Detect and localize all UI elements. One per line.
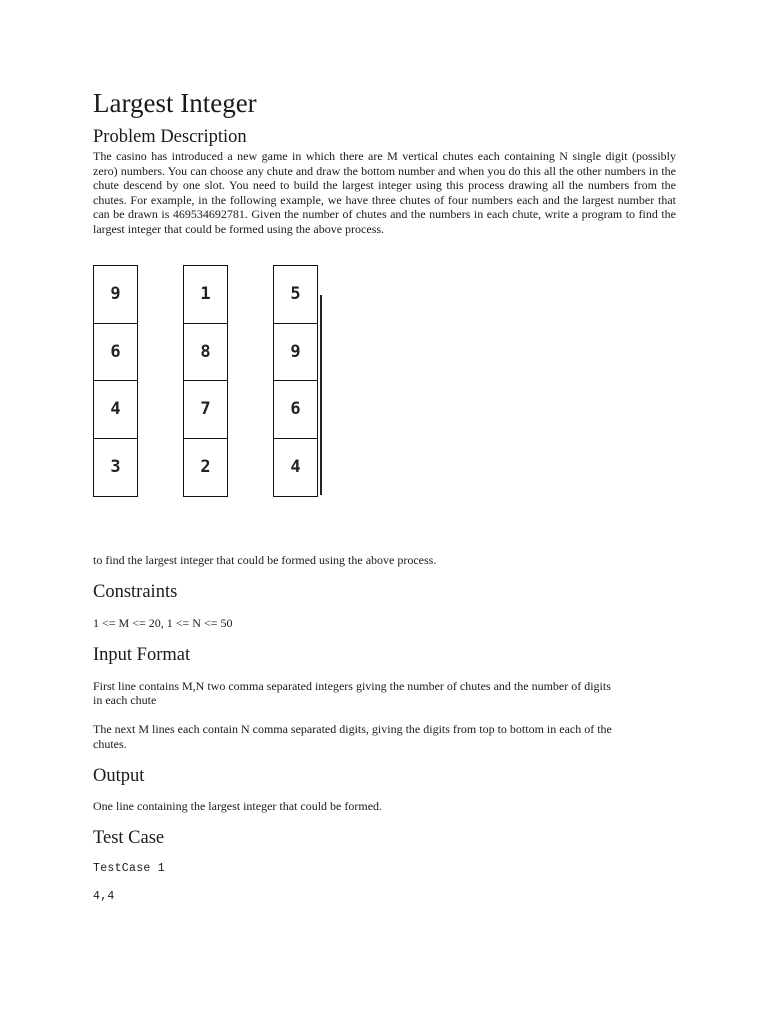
chute-3 (273, 265, 318, 497)
input-format-line-2: in each chute (93, 693, 157, 707)
chute-1-cell-1: 9 (94, 266, 137, 324)
chute-1 (93, 265, 138, 497)
page-title: Largest Integer (93, 88, 257, 118)
chute-2-cell-3: 7 (184, 381, 227, 439)
problem-line-7: above process. (313, 221, 385, 236)
constraints-text: 1 <= M <= 20, 1 <= N <= 50 (93, 616, 233, 630)
chute-3-cell-3: 6 (274, 381, 317, 439)
problem-line-4: drawing all the numbers from the chutes. For example, in the following example, we have three chutes of (93, 178, 676, 207)
chute-2-cell-2: 8 (184, 324, 227, 382)
problem-description-text (93, 149, 676, 237)
figure-followup-text: to find the largest integer that could be formed using the above process. (93, 553, 437, 567)
chute-3-cell-1: 5 (274, 266, 317, 324)
chute-1-cell-4: 3 (110, 457, 121, 478)
problem-description-heading: Problem Description (93, 127, 247, 147)
chute-3-right-edge (320, 295, 322, 495)
chute-2-cell-1: 1 (184, 266, 227, 324)
constraints-heading: Constraints (93, 582, 178, 602)
problem-line-5: four numbers each and the largest number that can be drawn is 469534692781. Given the number of chutes (93, 192, 677, 222)
chute-1-cell-2: 6 (94, 324, 137, 382)
input-format-line-1: First line contains M,N two comma separated integers giving the number of chutes and the number of digits (93, 679, 611, 693)
problem-line-1: The casino has introduced a new game in which there are M vertical chutes each containing N single digit (93, 149, 628, 163)
input-format-line-4: chutes. (93, 737, 127, 751)
chutes-figure (93, 265, 328, 517)
input-format-heading: Input Format (93, 645, 191, 665)
input-format-line-3: The next M lines each contain N comma separated digits, giving the digits from top to bottom in each of the (93, 722, 612, 736)
chute-1-cell-3: 4 (94, 381, 137, 439)
chute-2 (183, 265, 228, 497)
output-heading: Output (93, 766, 145, 786)
chute-3-cell-4: 4 (290, 457, 301, 478)
problem-line-6: and the numbers in each chute, write a program to find the largest integer that could be formed using the (93, 207, 676, 236)
test-case-heading: Test Case (93, 828, 165, 848)
problem-line-2: (possibly zero) numbers. You can choose any chute and draw the bottom number and when you do this all (93, 149, 676, 178)
test-case-label: TestCase 1 (93, 862, 166, 875)
test-case-input-line: 4,4 (93, 890, 115, 903)
problem-line-3: the other numbers in the chute descend by one slot. You need to build the largest integer using this process (93, 163, 677, 193)
chute-3-cell-2: 9 (274, 324, 317, 382)
output-text: One line containing the largest integer that could be formed. (93, 799, 383, 813)
chute-2-cell-4: 2 (200, 457, 211, 478)
